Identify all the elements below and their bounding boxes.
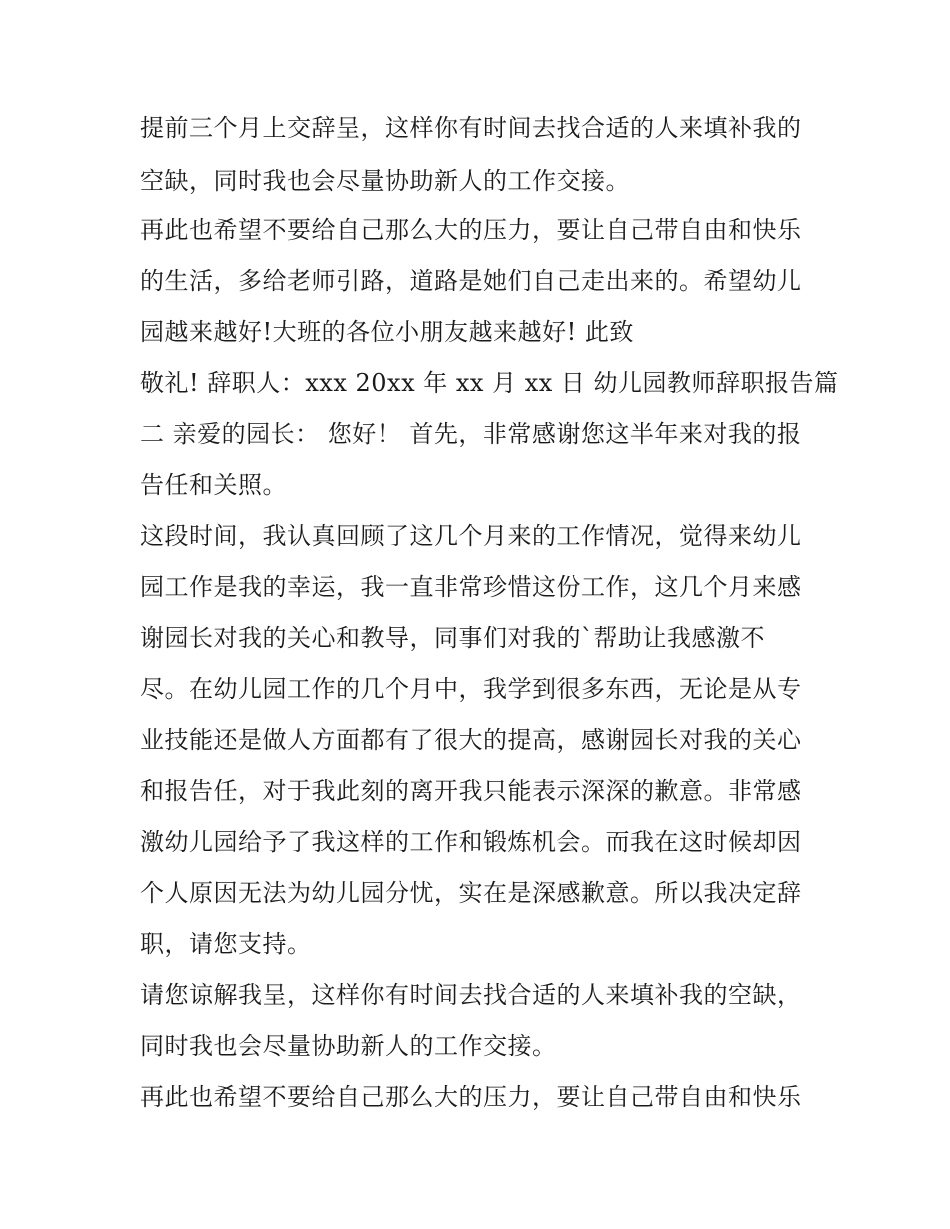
text-line: 提前三个月上交辞呈，这样你有时间去找合适的人来填补我的 bbox=[140, 114, 802, 142]
text-line: 敬礼! 辞职人：xxx 20xx 年 xx 月 xx 日 幼儿园教师辞职报告篇 bbox=[140, 369, 839, 397]
text-line: 园越来越好!大班的各位小朋友越来越好! 此致 bbox=[140, 318, 634, 346]
text-line: 同时我也会尽量协助新人的工作交接。 bbox=[140, 1032, 557, 1060]
text-line: 再此也希望不要给自己那么大的压力，要让自己带自由和快乐 bbox=[140, 216, 802, 244]
text-line: 的生活，多给老师引路，道路是她们自己走出来的。希望幼儿 bbox=[140, 267, 802, 295]
text-line: 和报告任，对于我此刻的离开我只能表示深深的歉意。非常感 bbox=[140, 777, 802, 805]
text-line: 再此也希望不要给自己那么大的压力，要让自己带自由和快乐 bbox=[140, 1083, 802, 1111]
text-line: 二 亲爱的园长： 您好！ 首先，非常感谢您这半年来对我的报 bbox=[140, 420, 802, 448]
text-line: 个人原因无法为幼儿园分忧，实在是深感歉意。所以我决定辞 bbox=[140, 879, 802, 907]
text-line: 这段时间，我认真回顾了这几个月来的工作情况，觉得来幼儿 bbox=[140, 522, 802, 550]
text-line: 空缺，同时我也会尽量协助新人的工作交接。 bbox=[140, 167, 630, 195]
text-line: 职，请您支持。 bbox=[140, 930, 312, 958]
text-line: 业技能还是做人方面都有了很大的提高，感谢园长对我的关心 bbox=[140, 726, 802, 754]
text-line: 园工作是我的幸运，我一直非常珍惜这份工作，这几个月来感 bbox=[140, 573, 802, 601]
text-line: 谢园长对我的关心和教导，同事们对我的`帮助让我感激不 bbox=[140, 624, 765, 652]
text-line: 尽。在幼儿园工作的几个月中，我学到很多东西，无论是从专 bbox=[140, 675, 802, 703]
text-line: 请您谅解我呈，这样你有时间去找合适的人来填补我的空缺， bbox=[140, 981, 802, 1009]
text-line: 激幼儿园给予了我这样的工作和锻炼机会。而我在这时候却因 bbox=[140, 828, 802, 856]
text-line: 告任和关照。 bbox=[140, 471, 287, 499]
